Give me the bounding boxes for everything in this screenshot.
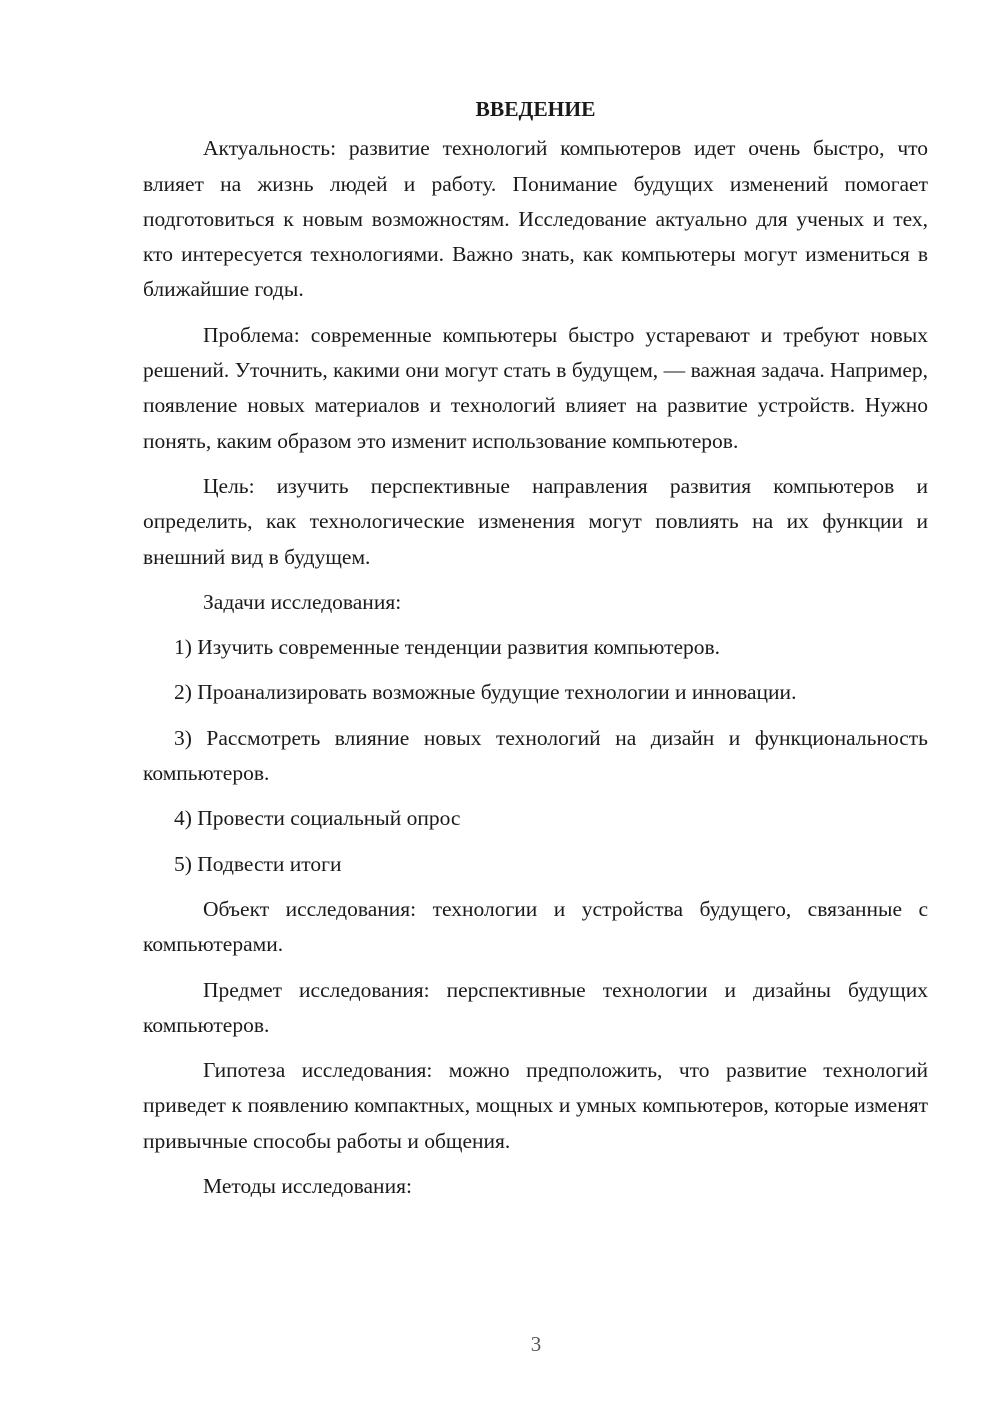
task-item-5: 5) Подвести итоги [174, 851, 342, 876]
paragraph-goal: Цель: изучить перспективные направления развития компьютеров и определить, как технологические изменения могут повлиять на их функции и внешний вид в будущем. [143, 473, 928, 569]
paragraph-object: Объект исследования: технологии и устройства будущего, связанные с компьютерами. [143, 896, 928, 957]
task-item-3: 3) Рассмотреть влияние новых технологий на дизайн и функциональность компьютеров. [143, 725, 928, 786]
paragraph-relevance: Актуальность: развитие технологий компьютеров идет очень быстро, что влияет на жизнь людей и работу. Понимание будущих изменений помогает подготовиться к новым возможностям. Исследование актуально для ученых и тех, кто интересуется технологиями. Важно знать, как компьютеры могут измениться в ближайшие годы. [143, 136, 928, 302]
task-item-4: 4) Провести социальный опрос [174, 806, 461, 831]
page-title: ВВЕДЕНИЕ [475, 97, 596, 121]
task-item-1: 1) Изучить современные тенденции развития компьютеров. [174, 635, 721, 660]
page-number: 3 [530, 1332, 542, 1356]
task-item-2: 2) Проанализировать возможные будущие технологии и инновации. [174, 680, 797, 705]
paragraph-subject: Предмет исследования: перспективные технологии и дизайны будущих компьютеров. [143, 977, 928, 1037]
tasks-title: Задачи исследования: [203, 589, 402, 614]
paragraph-hypothesis: Гипотеза исследования: можно предположить, что развитие технологий приведет к появлению компактных, мощных и умных компьютеров, которые изменят привычные способы работы и общения. [143, 1058, 928, 1153]
paragraph-problem: Проблема: современные компьютеры быстро устаревают и требуют новых решений. Уточнить, какими они могут стать в будущем, — важная задача. Например, появление новых материалов и технологий влияет на развитие устройств. Нужно понять, каким образом это изменит использование компьютеров. [143, 322, 928, 453]
document-page [143, 92, 928, 1214]
methods-title: Методы исследования: [203, 1174, 412, 1199]
